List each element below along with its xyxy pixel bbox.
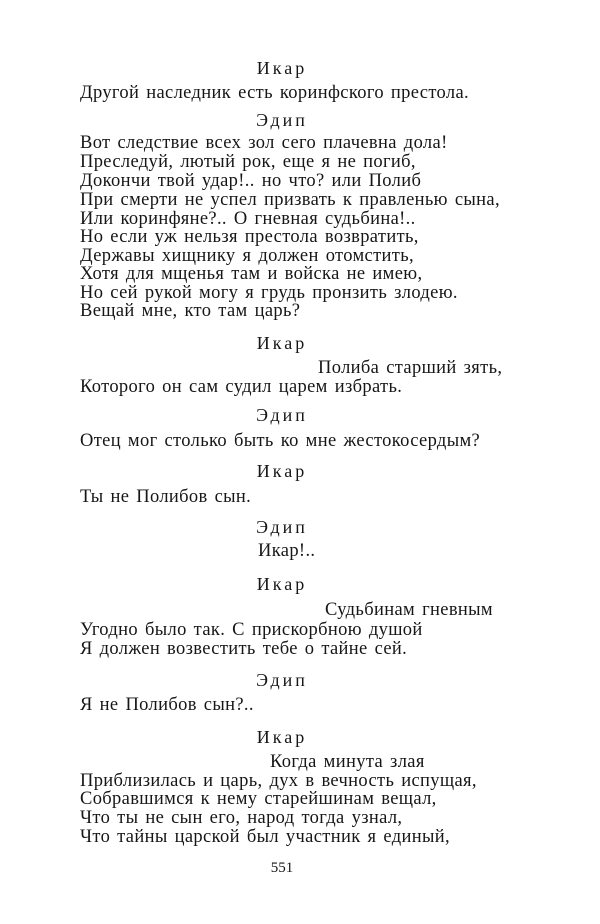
speaker-name: Икар	[256, 461, 308, 481]
verse-line: Приблизилась и царь, дух в вечность испущая,	[80, 771, 477, 791]
verse-line: Судьбинам гневным	[325, 600, 493, 620]
speaker-name: Икар	[256, 58, 308, 78]
verse-line: Которого он сам судил царем избрать.	[80, 377, 403, 397]
verse-line: Ты не Полибов сын.	[80, 487, 252, 507]
verse-line: Когда минута злая	[270, 752, 425, 772]
speaker-name: Эдип	[256, 110, 308, 130]
verse-line: При смерти не успел призвать к правленью сына,	[80, 190, 500, 210]
verse-line: Вот следствие всех зол сего плачевна дола!	[80, 133, 448, 153]
verse-line: Или коринфяне?.. О гневная судьбина!..	[80, 209, 416, 229]
verse-line: Хотя для мщенья там и войска не имею,	[80, 264, 423, 284]
verse-line: Что тайны царской был участник я единый,	[80, 827, 450, 847]
verse-line: Икар!..	[258, 541, 316, 561]
speaker-name: Эдип	[256, 517, 308, 537]
page-number: 551	[270, 860, 294, 876]
verse-line: Полиба старший зять,	[318, 358, 503, 378]
verse-line: Угодно было так. С прискорбною душой	[80, 620, 423, 640]
verse-line: Что ты не сын его, народ тогда узнал,	[80, 808, 403, 828]
verse-line: Я должен возвестить тебе о тайне сей.	[80, 639, 408, 659]
verse-line: Державы хищнику я должен отомстить,	[80, 246, 414, 266]
verse-line: Отец мог столько быть ко мне жестокосердым?	[80, 431, 481, 451]
speaker-name: Эдип	[256, 405, 308, 425]
speaker-name: Икар	[256, 574, 308, 594]
verse-line: Я не Полибов сын?..	[80, 695, 254, 715]
verse-line: Но сей рукой могу я грудь пронзить злодею.	[80, 283, 458, 303]
speaker-name: Икар	[256, 333, 308, 353]
speaker-name: Икар	[256, 727, 308, 747]
verse-line: Докончи твой удар!.. но что? или Полиб	[80, 171, 422, 191]
verse-line: Вещай мне, кто там царь?	[80, 301, 301, 321]
speaker-name: Эдип	[256, 670, 308, 690]
verse-line: Собравшимся к нему старейшинам вещал,	[80, 789, 437, 809]
verse-line: Преследуй, лютый рок, еще я не погиб,	[80, 152, 416, 172]
verse-line: Но если уж нельзя престола возвратить,	[80, 227, 419, 247]
verse-line: Другой наследник есть коринфского престола.	[80, 83, 470, 103]
